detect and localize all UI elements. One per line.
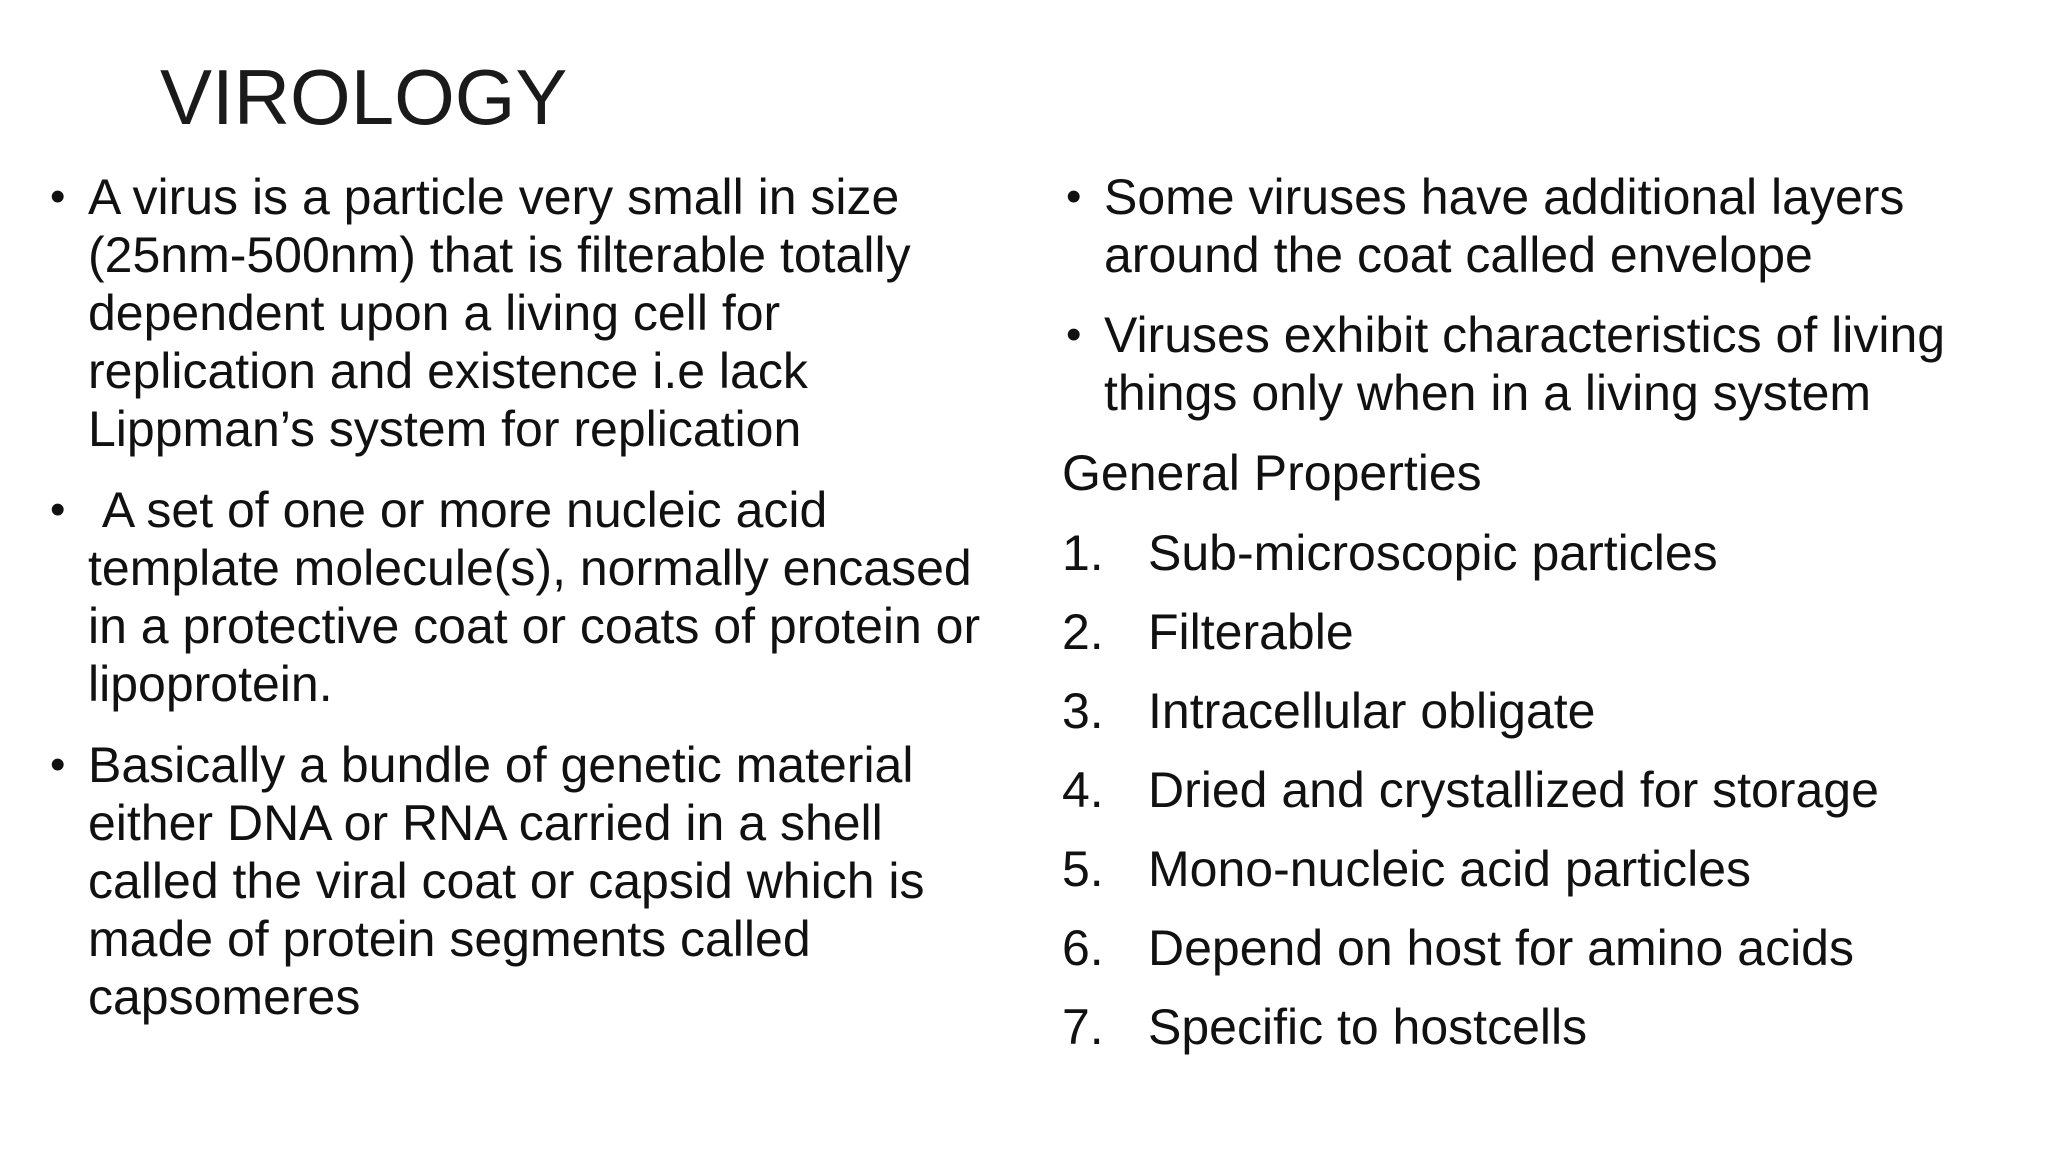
slide-title: VIROLOGY [160,53,568,141]
left-column [46,168,1016,1049]
property-item [1062,998,2022,1056]
property-number: 4. [1062,762,1104,818]
bullet-item [1062,168,2022,284]
bullet-text: A set of one or more nucleic acid template molecule(s), normally encased in a protective coat or coats of protein or lipoprotein. [88,482,995,712]
right-column [1062,168,2022,1077]
property-text: Mono-nucleic acid particles [1148,841,1752,897]
property-number: 7. [1062,999,1104,1055]
property-text: Depend on host for amino acids [1148,920,1854,976]
bullet-item [46,481,1016,713]
property-number: 2. [1062,604,1104,660]
property-text: Intracellular obligate [1148,683,1596,739]
bullet-icon: • [50,485,66,534]
property-item [1062,761,2022,819]
bullet-icon: • [50,740,66,789]
property-text: Dried and crystallized for storage [1148,762,1879,818]
property-item [1062,524,2022,582]
bullet-icon: • [50,172,66,221]
general-properties-heading: General Properties [1062,445,1482,501]
bullet-text: Basically a bundle of genetic material either DNA or RNA carried in a shell called the viral coat or capsid which is made of protein segments called capsomeres [88,737,925,1025]
property-number: 5. [1062,841,1104,897]
bullet-item [1062,306,2022,422]
bullet-text: A virus is a particle very small in size (25nm-500nm) that is filterable totally dependent upon a living cell for replication and existence i.e lack Lippman’s system for replication [88,169,911,457]
property-text: Filterable [1148,604,1354,660]
general-properties-list [1062,524,2022,1056]
property-item [1062,919,2022,977]
bullet-item [46,168,1016,458]
right-bullet-list [1062,168,2022,422]
property-item [1062,682,2022,740]
bullet-icon: • [1066,172,1082,221]
bullet-text: Some viruses have additional layers around the coat called envelope [1104,169,1905,283]
property-item [1062,603,2022,661]
property-number: 6. [1062,920,1104,976]
property-text: Specific to hostcells [1148,999,1588,1055]
property-number: 3. [1062,683,1104,739]
bullet-icon: • [1066,310,1082,359]
bullet-text: Viruses exhibit characteristics of living things only when in a living system [1104,307,1946,421]
property-item [1062,840,2022,898]
left-bullet-list [46,168,1016,1026]
property-number: 1. [1062,525,1104,581]
property-text: Sub-microscopic particles [1148,525,1718,581]
bullet-item [46,736,1016,1026]
